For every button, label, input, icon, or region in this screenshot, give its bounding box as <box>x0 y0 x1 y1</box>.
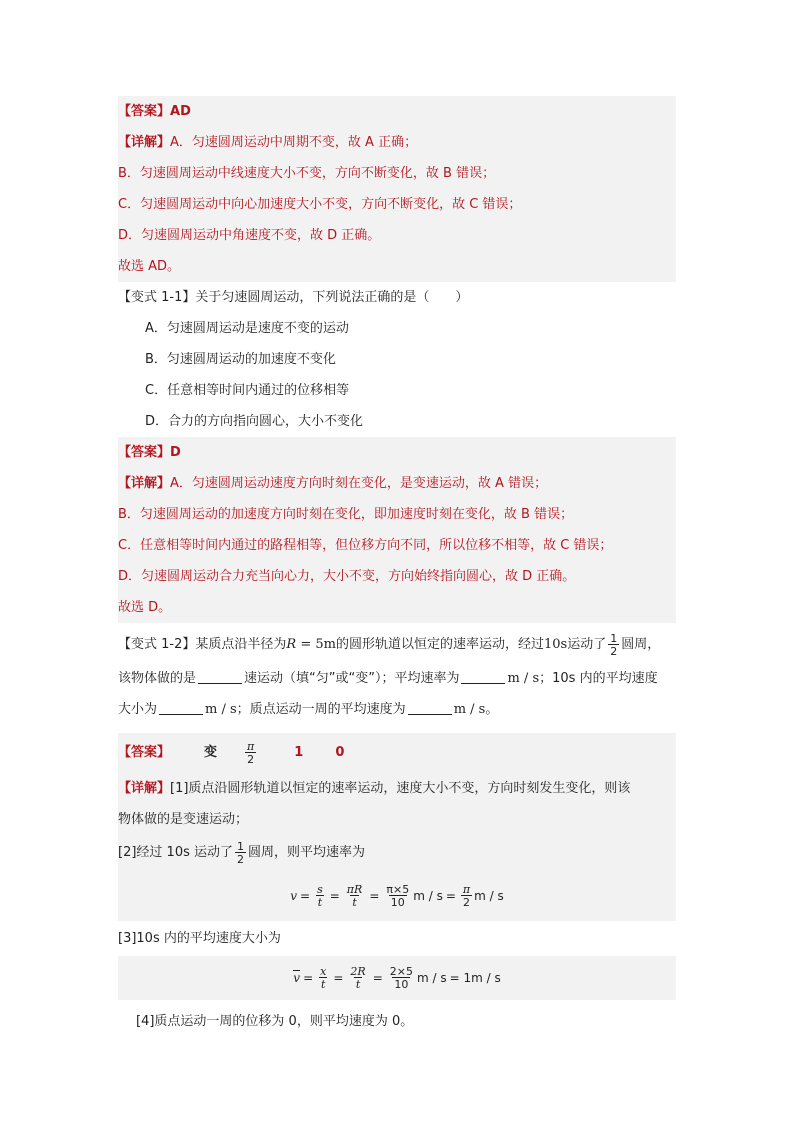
detail-line: C．匀速圆周运动中向心加速度大小不变，方向不断变化，故 C 错误； <box>118 197 522 212</box>
answer-blank-4[interactable] <box>408 700 452 715</box>
denominator: t <box>317 896 323 909</box>
question-tag: 【变式 1-1】 <box>118 290 196 305</box>
answer-tag: 【答案】 <box>118 745 171 760</box>
equals-sign: = <box>303 971 314 985</box>
answer-block-2 <box>118 437 676 623</box>
question-text: 某质点沿半径为 <box>195 637 287 652</box>
option-c: C．任意相等时间内通过的位移相等 <box>145 383 350 398</box>
detail-line: [4]质点运动一周的位移为 0，则平均速度为 0。 <box>136 1014 414 1029</box>
detail-line <box>118 468 676 499</box>
answer-line <box>118 437 676 468</box>
unit: m / s <box>474 889 504 903</box>
answer-value: AD <box>170 104 191 119</box>
numerator: π <box>462 883 471 896</box>
denominator: 2 <box>610 644 618 658</box>
time-value: 10s <box>543 637 568 652</box>
option-d: D．合力的方向指向圆心，大小不变化 <box>145 414 364 429</box>
detail-text: A．匀速圆周运动中周期不变，故 A 正确； <box>170 135 418 150</box>
detail-text: A．匀速圆周运动速度方向时刻在变化，是变速运动，故 A 错误； <box>170 476 548 491</box>
detail-line: 物体做的是变速运动； <box>118 812 249 827</box>
numerator: πR <box>346 883 363 896</box>
detail-text: [1]质点沿圆形轨道以恒定的速率运动，速度大小不变，方向时刻发生变化，则该 <box>170 781 631 796</box>
formula-average-velocity <box>118 956 676 1000</box>
detail-line: D．匀速圆周运动合力充当向心力，大小不变，方向始终指向圆心，故 D 正确。 <box>118 569 576 584</box>
answer-blank-3[interactable] <box>159 700 203 715</box>
numerator: 2×5 <box>389 965 413 978</box>
equals-sign: = <box>333 971 344 985</box>
unit: m / s <box>413 889 443 903</box>
answer-block-1 <box>118 96 676 282</box>
fraction <box>384 884 411 908</box>
answer-3: 1 <box>294 745 304 760</box>
detail-line: B．匀速圆周运动的加速度方向时刻在变化，即加速度时刻在变化，故 B 错误； <box>118 507 574 522</box>
fraction <box>318 966 328 990</box>
unit: m / s <box>416 971 447 985</box>
answer-line <box>118 96 676 127</box>
question-line-1 <box>118 627 676 663</box>
detail-line: D．匀速圆周运动中角速度不变，故 D 正确。 <box>118 228 381 243</box>
equals-sign: = <box>329 889 340 903</box>
conclusion-line: 故选 D。 <box>118 600 172 615</box>
detail-line: B．匀速圆周运动中线速度大小不变，方向不断变化，故 B 错误； <box>118 166 496 181</box>
question-text: 大小为 <box>118 702 158 717</box>
question-text: ；10s 内的平均速度 <box>539 671 658 686</box>
denominator: 2 <box>237 852 244 866</box>
question-line-2 <box>118 663 676 694</box>
conclusion-line: 故选 AD。 <box>118 259 181 274</box>
numerator: 1 <box>237 839 244 853</box>
result: = 1m / s <box>449 971 501 985</box>
equals-sign: = <box>300 889 311 903</box>
denominator: t <box>355 978 361 991</box>
question-line-3 <box>118 694 676 725</box>
numerator: 2R <box>350 965 366 978</box>
equals-sign: = <box>445 889 456 903</box>
answer-4: 0 <box>335 745 345 760</box>
numerator: s <box>317 883 323 896</box>
detail-line: C．任意相等时间内通过的路程相等，但位移方向不同，所以位移不相等，故 C 错误； <box>118 538 613 553</box>
answer-blank-2[interactable] <box>461 669 505 684</box>
answer-1: 变 <box>204 745 218 760</box>
detail-line <box>118 127 676 158</box>
denominator: 2 <box>463 896 471 909</box>
answer-value: D <box>170 445 181 460</box>
detail-tag: 【详解】 <box>118 476 171 491</box>
denominator: t <box>321 978 326 991</box>
numerator: x <box>320 965 327 978</box>
denominator: 2 <box>247 752 255 766</box>
denominator: 10 <box>390 896 405 909</box>
fraction <box>348 966 367 990</box>
detail-line <box>118 835 676 871</box>
denominator: 10 <box>394 978 409 991</box>
detail-tag: 【详解】 <box>118 135 171 150</box>
answer-tag: 【答案】 <box>118 104 171 119</box>
formula-var: v <box>293 971 301 985</box>
unit: m / s <box>453 702 486 717</box>
question-text: 。 <box>485 702 499 717</box>
question-text: 运动了 <box>567 637 607 652</box>
equals-sign: = <box>372 971 383 985</box>
numerator: π×5 <box>386 883 410 896</box>
answer-tag: 【答案】 <box>118 445 171 460</box>
question-text: 该物体做的是 <box>118 671 197 686</box>
question-text: ；质点运动一周的平均速度为 <box>236 702 406 717</box>
question-1-2 <box>118 627 676 725</box>
answer-2 <box>245 741 256 765</box>
question-stem <box>118 282 676 313</box>
fraction <box>461 884 472 908</box>
fraction-half <box>235 841 246 865</box>
formula-average-speed <box>118 871 676 921</box>
radius-value: = 5m <box>296 637 336 652</box>
unit: m / s <box>507 671 540 686</box>
detail-line: [3]10s 内的平均速度大小为 <box>118 931 281 946</box>
question-tag: 【变式 1-2】 <box>118 637 196 652</box>
question-text: 关于匀速圆周运动，下列说法正确的是（ ） <box>195 290 469 305</box>
fraction-half <box>608 633 619 657</box>
answer-line <box>118 733 676 773</box>
formula-var: v <box>290 889 298 903</box>
answer-blank-1[interactable] <box>198 669 242 684</box>
question-text: 速运动（填“匀”或“变”）；平均速率为 <box>244 671 460 686</box>
denominator: t <box>352 896 357 909</box>
numerator: π <box>247 739 255 753</box>
option-b: B．匀速圆周运动的加速度不变化 <box>145 352 336 367</box>
equals-sign: = <box>369 889 380 903</box>
option-a: A．匀速圆周运动是速度不变的运动 <box>145 321 349 336</box>
detail-line <box>118 773 676 804</box>
numerator: 1 <box>610 631 618 645</box>
document-page <box>118 96 676 1037</box>
detail-text: 圆周，则平均速率为 <box>248 845 366 860</box>
fraction <box>345 884 365 908</box>
question-text: 的圆形轨道以恒定的速率运动，经过 <box>335 637 544 652</box>
var-r: R <box>286 637 297 652</box>
detail-text: [2]经过 10s 运动了 <box>118 845 233 860</box>
detail-tag: 【详解】 <box>118 781 171 796</box>
question-1-1 <box>118 282 676 437</box>
answer-block-3 <box>118 733 676 921</box>
question-text: 圆周， <box>621 637 661 652</box>
fraction <box>315 884 325 908</box>
unit: m / s <box>205 702 237 717</box>
fraction <box>388 966 415 990</box>
